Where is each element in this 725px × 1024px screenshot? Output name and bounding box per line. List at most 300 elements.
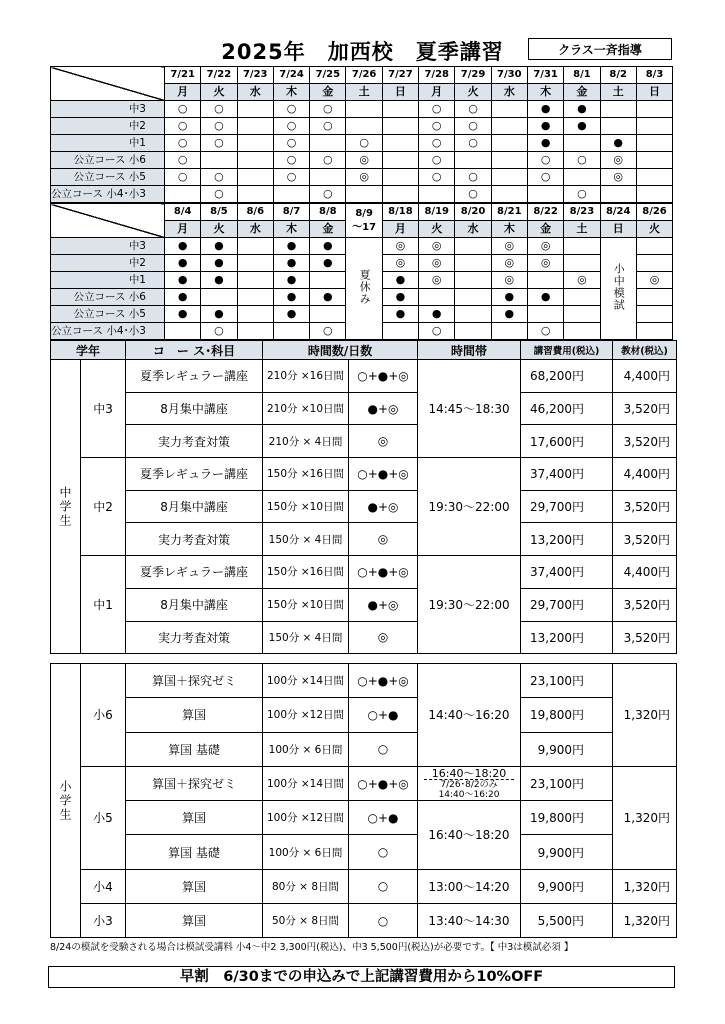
schedule-mark bbox=[564, 238, 600, 255]
duration: 80分 × 8日間 bbox=[263, 869, 349, 903]
schedule-mark: ○ bbox=[527, 323, 563, 340]
schedule-mark: ○ bbox=[273, 135, 309, 152]
class-label: 公立コース 小5 bbox=[51, 306, 165, 323]
session-marks: ○+●+◎ bbox=[349, 556, 418, 589]
schedule-mark bbox=[564, 306, 600, 323]
schedule-mark bbox=[382, 101, 418, 118]
schedule-mark: ○ bbox=[419, 152, 455, 169]
time-slot-special bbox=[418, 766, 521, 800]
schedule-mark bbox=[455, 238, 491, 255]
grade-label: 中3 bbox=[81, 360, 126, 458]
session-marks: ●+◎ bbox=[349, 392, 418, 425]
date-cell: 8/26 bbox=[636, 204, 672, 221]
duration: 150分 ×16日間 bbox=[263, 556, 349, 589]
schedule-mark: ◎ bbox=[564, 272, 600, 289]
date-cell: 8/8 bbox=[310, 204, 346, 221]
schedule-mark: ● bbox=[527, 289, 563, 306]
duration: 210分 ×16日間 bbox=[263, 360, 349, 393]
schedule-mark: ○ bbox=[310, 186, 346, 203]
schedule-mark: ● bbox=[419, 306, 455, 323]
schedule-mark: ● bbox=[491, 289, 527, 306]
course-fee: 37,400円 bbox=[521, 556, 613, 589]
schedule-mark bbox=[201, 289, 237, 306]
early-discount-banner: 早割 6/30までの申込みで上記講習費用から10%OFF bbox=[48, 966, 675, 988]
schedule-mark bbox=[382, 323, 418, 340]
schedule-mark bbox=[636, 306, 672, 323]
date-cell: 8/22 bbox=[527, 204, 563, 221]
schedule-mark bbox=[455, 289, 491, 306]
material-fee: 1,320円 bbox=[613, 664, 677, 767]
course-name: 夏季レギュラー講座 bbox=[126, 458, 263, 491]
date-cell: 7/30 bbox=[491, 67, 527, 84]
class-label: 公立コース 小5 bbox=[51, 169, 165, 186]
schedule-mark: ● bbox=[310, 238, 346, 255]
schedule-mark bbox=[237, 101, 273, 118]
schedule-mark: ● bbox=[600, 135, 636, 152]
schedule-mark: ○ bbox=[455, 118, 491, 135]
grade-label: 小6 bbox=[81, 664, 126, 767]
class-label: 中3 bbox=[51, 101, 165, 118]
material-fee: 3,520円 bbox=[613, 392, 677, 425]
schedule-mark: ○ bbox=[310, 323, 346, 340]
schedule-mark bbox=[165, 186, 201, 203]
course-fee: 23,100円 bbox=[521, 664, 613, 698]
schedule-mark: ◎ bbox=[419, 272, 455, 289]
grade-label: 小3 bbox=[81, 904, 126, 938]
schedule-mark bbox=[346, 186, 382, 203]
date-cell: 7/24 bbox=[273, 67, 309, 84]
schedule-mark bbox=[491, 101, 527, 118]
schedule-mark: ○ bbox=[527, 152, 563, 169]
class-label: 公立コース 小4･小3 bbox=[51, 323, 165, 340]
schedule-mark bbox=[636, 101, 672, 118]
schedule-mark: ○ bbox=[310, 101, 346, 118]
session-marks: ◎ bbox=[349, 621, 418, 654]
fees-table-elementary bbox=[50, 663, 677, 938]
schedule-mark bbox=[491, 118, 527, 135]
date-cell: 7/26 bbox=[346, 67, 382, 84]
schedule-mark bbox=[310, 306, 346, 323]
date-cell: 8/7 bbox=[273, 204, 309, 221]
session-marks: ◎ bbox=[349, 523, 418, 556]
schedule-mark: ● bbox=[382, 272, 418, 289]
schedule-mark: ○ bbox=[201, 186, 237, 203]
schedule-mark bbox=[165, 323, 201, 340]
schedule-mark bbox=[382, 186, 418, 203]
schedule-mark bbox=[237, 118, 273, 135]
schedule-mark: ○ bbox=[564, 186, 600, 203]
course-fee: 68,200円 bbox=[521, 360, 613, 393]
schedule-mark bbox=[382, 169, 418, 186]
schedule-mark bbox=[636, 255, 672, 272]
class-label: 中3 bbox=[51, 238, 165, 255]
schedule-mark: ◎ bbox=[636, 272, 672, 289]
schedule-mark: ● bbox=[273, 238, 309, 255]
schedule-mark bbox=[237, 152, 273, 169]
category-label: 中学生 bbox=[51, 360, 81, 654]
class-type-badge: クラス一斉指導 bbox=[528, 38, 672, 60]
schedule-mark: ● bbox=[564, 101, 600, 118]
date-cell: 8/18 bbox=[382, 204, 418, 221]
schedule-mark bbox=[564, 169, 600, 186]
course-name: 夏季レギュラー講座 bbox=[126, 360, 263, 393]
header-hours: 時間数/日数 bbox=[263, 341, 418, 360]
schedule-mark bbox=[527, 306, 563, 323]
schedule-mark: ○ bbox=[346, 135, 382, 152]
duration: 150分 ×10日間 bbox=[263, 588, 349, 621]
schedule-mark bbox=[237, 169, 273, 186]
header-course: コ ー ス･科目 bbox=[126, 341, 263, 360]
weekday-cell: 土 bbox=[564, 221, 600, 238]
duration: 150分 ×16日間 bbox=[263, 458, 349, 491]
schedule-mark bbox=[636, 289, 672, 306]
schedule-mark: ● bbox=[310, 289, 346, 306]
class-label: 中1 bbox=[51, 272, 165, 289]
break-start-date: 8/9 bbox=[355, 207, 373, 219]
course-name: 夏季レギュラー講座 bbox=[126, 556, 263, 589]
material-fee: 3,520円 bbox=[613, 588, 677, 621]
weekday-cell: 水 bbox=[455, 221, 491, 238]
weekday-cell: 水 bbox=[491, 84, 527, 101]
schedule-mark: ○ bbox=[165, 169, 201, 186]
material-fee: 4,400円 bbox=[613, 360, 677, 393]
weekday-cell: 火 bbox=[201, 221, 237, 238]
session-marks: ○ bbox=[349, 835, 418, 869]
schedule-mark bbox=[600, 101, 636, 118]
date-cell: 7/28 bbox=[419, 67, 455, 84]
session-marks: ○+●+◎ bbox=[349, 664, 418, 698]
schedule-mark bbox=[237, 135, 273, 152]
schedule-mark bbox=[382, 152, 418, 169]
summer-break-cell bbox=[346, 238, 382, 340]
class-label: 中2 bbox=[51, 255, 165, 272]
schedule-mark bbox=[273, 323, 309, 340]
header-time: 時間帯 bbox=[418, 341, 521, 360]
course-fee: 5,500円 bbox=[521, 904, 613, 938]
duration: 100分 × 6日間 bbox=[263, 732, 349, 766]
schedule-mark: ● bbox=[491, 306, 527, 323]
weekday-cell: 月 bbox=[165, 84, 201, 101]
time-slot: 16:40～18:20 bbox=[418, 801, 521, 870]
schedule-mark: ○ bbox=[527, 169, 563, 186]
course-fee: 19,800円 bbox=[521, 801, 613, 835]
schedule-mark bbox=[237, 289, 273, 306]
weekday-cell: 日 bbox=[600, 221, 636, 238]
duration: 50分 × 8日間 bbox=[263, 904, 349, 938]
schedule-mark bbox=[455, 306, 491, 323]
time-slot: 13:00～14:20 bbox=[418, 869, 521, 903]
grade-label: 小5 bbox=[81, 766, 126, 869]
course-name: 算国 bbox=[126, 698, 263, 732]
session-marks: ●+◎ bbox=[349, 588, 418, 621]
schedule-mark: ◎ bbox=[491, 255, 527, 272]
time-slot: 14:45～18:30 bbox=[418, 360, 521, 458]
header-fee: 講習費用(税込) bbox=[521, 341, 613, 360]
schedule-mark: ○ bbox=[165, 152, 201, 169]
course-name: 算国＋探究ゼミ bbox=[126, 766, 263, 800]
schedule-mark: ○ bbox=[310, 118, 346, 135]
duration: 150分 × 4日間 bbox=[263, 621, 349, 654]
course-name: 8月集中講座 bbox=[126, 588, 263, 621]
schedule-mark: ◎ bbox=[346, 152, 382, 169]
schedule-mark bbox=[310, 135, 346, 152]
schedule-mark: ○ bbox=[455, 101, 491, 118]
course-fee: 29,700円 bbox=[521, 588, 613, 621]
schedule-mark bbox=[237, 238, 273, 255]
course-name: 算国 bbox=[126, 904, 263, 938]
schedule-mark: ○ bbox=[201, 323, 237, 340]
category-label: 小学生 bbox=[51, 664, 81, 938]
schedule-mark: ○ bbox=[201, 101, 237, 118]
schedule-mark bbox=[419, 289, 455, 306]
schedule-mark: ● bbox=[165, 238, 201, 255]
course-name: 算国 基礎 bbox=[126, 732, 263, 766]
date-cell: 7/29 bbox=[455, 67, 491, 84]
date-cell: 8/4 bbox=[165, 204, 201, 221]
schedule-mark: ◎ bbox=[491, 238, 527, 255]
course-fee: 13,200円 bbox=[521, 621, 613, 654]
header-diagonal-cell bbox=[51, 67, 165, 101]
weekday-cell: 金 bbox=[527, 221, 563, 238]
schedule-mark bbox=[273, 186, 309, 203]
weekday-cell: 水 bbox=[237, 221, 273, 238]
course-name: 8月集中講座 bbox=[126, 392, 263, 425]
session-marks: ○+● bbox=[349, 698, 418, 732]
calendar-august bbox=[50, 203, 673, 340]
schedule-mark: ○ bbox=[455, 169, 491, 186]
date-cell: 8/6 bbox=[237, 204, 273, 221]
schedule-mark: ○ bbox=[273, 101, 309, 118]
schedule-mark: ● bbox=[165, 289, 201, 306]
class-label: 中2 bbox=[51, 118, 165, 135]
course-name: 実力考査対策 bbox=[126, 425, 263, 458]
schedule-mark: ● bbox=[165, 306, 201, 323]
mock-exam-label: 小中模試 bbox=[612, 262, 626, 311]
schedule-mark bbox=[636, 169, 672, 186]
schedule-mark bbox=[491, 323, 527, 340]
session-marks: ○ bbox=[349, 904, 418, 938]
calendar-july bbox=[50, 66, 673, 203]
schedule-mark: ● bbox=[527, 135, 563, 152]
schedule-mark: ○ bbox=[165, 101, 201, 118]
schedule-mark: ● bbox=[564, 118, 600, 135]
weekday-cell: 火 bbox=[419, 221, 455, 238]
date-cell: 7/22 bbox=[201, 67, 237, 84]
date-cell: 7/27 bbox=[382, 67, 418, 84]
weekday-cell: 月 bbox=[419, 84, 455, 101]
weekday-cell: 月 bbox=[382, 221, 418, 238]
schedule-mark bbox=[636, 152, 672, 169]
schedule-mark: ○ bbox=[419, 169, 455, 186]
schedule-mark: ◎ bbox=[419, 255, 455, 272]
page-title: 2025年 加西校 夏季講習 bbox=[221, 40, 504, 64]
duration: 210分 ×10日間 bbox=[263, 392, 349, 425]
duration: 210分 × 4日間 bbox=[263, 425, 349, 458]
weekday-cell: 土 bbox=[600, 84, 636, 101]
course-fee: 9,900円 bbox=[521, 835, 613, 869]
schedule-mark bbox=[527, 186, 563, 203]
grade-label: 中1 bbox=[81, 556, 126, 654]
grade-label: 中2 bbox=[81, 458, 126, 556]
mock-exam-note: 8/24の模試を受験される場合は模試受講料 小4～中2 3,300円(税込)、中3 5,500円(税込)が必要です。【 中3は模試必須 】 bbox=[50, 942, 574, 953]
course-name: 算国 bbox=[126, 801, 263, 835]
session-marks: ●+◎ bbox=[349, 490, 418, 523]
date-cell: 8/20 bbox=[455, 204, 491, 221]
header-diagonal-cell bbox=[51, 204, 165, 238]
weekday-cell: 日 bbox=[382, 84, 418, 101]
duration: 150分 ×10日間 bbox=[263, 490, 349, 523]
class-label: 公立コース 小6 bbox=[51, 289, 165, 306]
schedule-mark bbox=[564, 289, 600, 306]
date-cell: 7/31 bbox=[527, 67, 563, 84]
course-fee: 9,900円 bbox=[521, 732, 613, 766]
date-cell: 8/3 bbox=[636, 67, 672, 84]
course-name: 算国 bbox=[126, 869, 263, 903]
date-cell: 8/5 bbox=[201, 204, 237, 221]
weekday-cell: 木 bbox=[273, 221, 309, 238]
schedule-mark: ○ bbox=[310, 152, 346, 169]
session-marks: ○ bbox=[349, 732, 418, 766]
course-fee: 46,200円 bbox=[521, 392, 613, 425]
schedule-mark: ● bbox=[310, 255, 346, 272]
material-fee: 1,320円 bbox=[613, 869, 677, 903]
schedule-mark bbox=[636, 135, 672, 152]
schedule-mark: ○ bbox=[273, 118, 309, 135]
break-range-cell bbox=[346, 204, 382, 238]
schedule-mark: ○ bbox=[201, 118, 237, 135]
schedule-mark bbox=[636, 238, 672, 255]
course-fee: 23,100円 bbox=[521, 766, 613, 800]
schedule-mark: ◎ bbox=[527, 238, 563, 255]
weekday-cell: 火 bbox=[201, 84, 237, 101]
schedule-mark bbox=[310, 272, 346, 289]
schedule-mark bbox=[600, 118, 636, 135]
header-material: 教材(税込) bbox=[613, 341, 677, 360]
schedule-mark bbox=[346, 101, 382, 118]
material-fee: 4,400円 bbox=[613, 556, 677, 589]
schedule-mark: ◎ bbox=[346, 169, 382, 186]
schedule-mark bbox=[636, 186, 672, 203]
schedule-mark: ● bbox=[382, 289, 418, 306]
weekday-cell: 木 bbox=[273, 84, 309, 101]
material-fee: 3,520円 bbox=[613, 425, 677, 458]
course-name: 実力考査対策 bbox=[126, 621, 263, 654]
date-cell: 8/19 bbox=[419, 204, 455, 221]
session-marks: ◎ bbox=[349, 425, 418, 458]
schedule-mark: ○ bbox=[419, 101, 455, 118]
weekday-cell: 火 bbox=[455, 84, 491, 101]
schedule-mark bbox=[237, 255, 273, 272]
schedule-mark bbox=[382, 118, 418, 135]
schedule-mark: ◎ bbox=[382, 238, 418, 255]
schedule-mark: ● bbox=[201, 272, 237, 289]
date-cell: 8/21 bbox=[491, 204, 527, 221]
schedule-mark: ● bbox=[382, 306, 418, 323]
schedule-mark: ○ bbox=[419, 118, 455, 135]
summer-break-label: 夏休み bbox=[358, 268, 372, 305]
time-slot: 19:30～22:00 bbox=[418, 458, 521, 556]
schedule-mark bbox=[636, 118, 672, 135]
weekday-cell: 木 bbox=[491, 221, 527, 238]
weekday-cell: 金 bbox=[310, 221, 346, 238]
time-slot: 14:40～16:20 bbox=[418, 664, 521, 767]
weekday-cell: 日 bbox=[636, 84, 672, 101]
schedule-mark: ○ bbox=[273, 152, 309, 169]
mock-exam-cell bbox=[600, 238, 636, 340]
schedule-mark bbox=[527, 272, 563, 289]
schedule-mark: ◎ bbox=[419, 238, 455, 255]
schedule-mark bbox=[491, 169, 527, 186]
weekday-cell: 土 bbox=[346, 84, 382, 101]
schedule-mark: ● bbox=[201, 238, 237, 255]
schedule-mark bbox=[237, 323, 273, 340]
schedule-mark bbox=[201, 152, 237, 169]
schedule-mark bbox=[237, 186, 273, 203]
schedule-mark bbox=[564, 135, 600, 152]
schedule-mark: ● bbox=[527, 118, 563, 135]
schedule-mark: ◎ bbox=[527, 255, 563, 272]
date-cell: 8/2 bbox=[600, 67, 636, 84]
duration: 100分 ×14日間 bbox=[263, 766, 349, 800]
schedule-mark bbox=[564, 255, 600, 272]
weekday-cell: 金 bbox=[564, 84, 600, 101]
course-fee: 17,600円 bbox=[521, 425, 613, 458]
schedule-mark: ● bbox=[165, 272, 201, 289]
schedule-mark bbox=[382, 135, 418, 152]
schedule-mark: ○ bbox=[564, 152, 600, 169]
time-slot: 13:40～14:30 bbox=[418, 904, 521, 938]
material-fee: 4,400円 bbox=[613, 458, 677, 491]
course-name: 算国＋探究ゼミ bbox=[126, 664, 263, 698]
schedule-mark bbox=[600, 186, 636, 203]
schedule-mark: ● bbox=[273, 306, 309, 323]
date-cell: 8/23 bbox=[564, 204, 600, 221]
course-name: 算国 基礎 bbox=[126, 835, 263, 869]
schedule-mark: ◎ bbox=[600, 169, 636, 186]
material-fee: 1,320円 bbox=[613, 904, 677, 938]
duration: 100分 ×12日間 bbox=[263, 801, 349, 835]
weekday-cell: 金 bbox=[310, 84, 346, 101]
schedule-mark: ● bbox=[201, 306, 237, 323]
weekday-cell: 火 bbox=[636, 221, 672, 238]
schedule-mark: ● bbox=[201, 255, 237, 272]
schedule-mark bbox=[455, 323, 491, 340]
duration: 100分 ×12日間 bbox=[263, 698, 349, 732]
session-marks: ○+●+◎ bbox=[349, 360, 418, 393]
date-cell: 8/1 bbox=[564, 67, 600, 84]
header-grade: 学年 bbox=[51, 341, 126, 360]
session-marks: ○+● bbox=[349, 801, 418, 835]
schedule-mark bbox=[237, 272, 273, 289]
schedule-mark: ○ bbox=[455, 135, 491, 152]
schedule-mark bbox=[636, 323, 672, 340]
schedule-mark: ○ bbox=[165, 118, 201, 135]
schedule-mark: ● bbox=[273, 289, 309, 306]
session-marks: ○+●+◎ bbox=[349, 458, 418, 491]
schedule-mark bbox=[491, 186, 527, 203]
grade-label: 小4 bbox=[81, 869, 126, 903]
schedule-mark: ○ bbox=[419, 135, 455, 152]
schedule-mark: ◎ bbox=[382, 255, 418, 272]
schedule-mark bbox=[455, 272, 491, 289]
class-label: 公立コース 小4･小3 bbox=[51, 186, 165, 203]
material-fee: 3,520円 bbox=[613, 523, 677, 556]
schedule-mark bbox=[310, 169, 346, 186]
schedule-mark: ○ bbox=[419, 323, 455, 340]
schedule-mark bbox=[346, 118, 382, 135]
course-fee: 37,400円 bbox=[521, 458, 613, 491]
date-cell: 7/25 bbox=[310, 67, 346, 84]
